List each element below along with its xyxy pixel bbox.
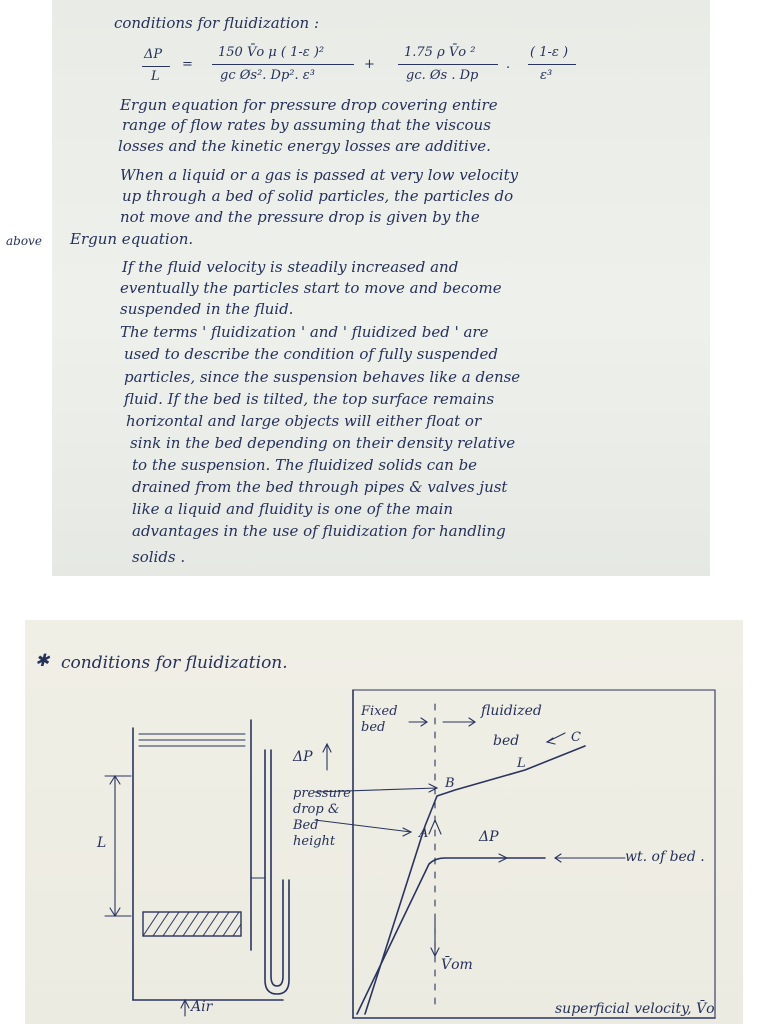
text-line: horizontal and large objects will either float or <box>126 412 482 430</box>
text-line: range of flow rates by assuming that the viscous <box>122 116 491 134</box>
manometer <box>251 750 289 994</box>
weight-of-bed-label: wt. of bed . <box>625 849 705 865</box>
y-axis-label-line: height <box>293 834 336 849</box>
air-label: Air <box>191 999 213 1015</box>
eq-term2-denominator: gc. Øs . Dp <box>406 68 479 83</box>
point-c-label: C <box>571 730 581 745</box>
text-line: The terms ' fluidization ' and ' fluidized bed ' are <box>120 323 489 341</box>
minimum-velocity-label: V̄om <box>441 957 473 973</box>
eq-term2-fraction-bar <box>398 64 498 65</box>
text-line: advantages in the use of fluidization for handling <box>132 522 506 540</box>
text-line: used to describe the condition of fully suspended <box>124 345 499 363</box>
page-heading: conditions for fluidization : <box>114 14 320 32</box>
eq-term1-numerator: 150 V̄o μ ( 1-ε )² <box>218 45 325 60</box>
eq-term1-fraction-bar <box>212 64 354 65</box>
delta-p-axis-arrow <box>323 744 331 770</box>
y-axis-label-line: pressure <box>293 786 351 801</box>
delta-p-axis-label: ΔP <box>293 749 313 765</box>
bed-height-dimension <box>105 776 131 916</box>
point-l-label: L <box>517 756 526 771</box>
eq-dot: . <box>506 57 511 72</box>
pressure-drop-curve <box>357 854 545 1014</box>
eq-lhs-numerator: ΔP <box>144 47 163 62</box>
text-line: fluid. If the bed is tilted, the top surface remains <box>124 390 495 408</box>
text-line: drained from the bed through pipes & valves just <box>132 478 508 496</box>
x-axis-label: superficial velocity, V̄o <box>555 1001 715 1017</box>
eq-lhs-fraction-bar <box>142 66 170 67</box>
text-line: losses and the kinetic energy losses are additive. <box>118 137 491 155</box>
packed-bed <box>143 912 241 936</box>
bed-column <box>133 720 283 1000</box>
notes-page-bottom <box>25 620 743 1024</box>
point-a-label: A <box>419 826 429 841</box>
eq-lhs-denominator: L <box>151 69 160 84</box>
eq-equals: = <box>182 57 193 72</box>
text-line: particles, since the suspension behaves like a dense <box>124 368 521 386</box>
text-line: Ergun equation for pressure drop covering entire <box>120 96 498 114</box>
bed-height-curve <box>365 746 585 1014</box>
text-line: up through a bed of solid particles, the particles do <box>122 187 514 205</box>
eq-term3-numerator: ( 1-ε ) <box>530 45 569 60</box>
text-line: suspended in the fluid. <box>120 300 294 318</box>
text-line: If the fluid velocity is steadily increased and <box>122 258 459 276</box>
page-heading: conditions for fluidization. <box>61 653 288 673</box>
eq-plus: + <box>364 57 375 72</box>
margin-note-above: above <box>6 234 42 248</box>
fluidized-bed-label: bed <box>493 733 520 749</box>
fixed-bed-label: Fixed <box>361 704 398 719</box>
fixed-bed-label: bed <box>361 720 386 735</box>
bed-height-label: L <box>97 835 107 851</box>
text-line: solids . <box>132 548 186 566</box>
eq-term1-denominator: gc Øs². Dp². ε³ <box>220 68 315 83</box>
bullet-mark: ✱ <box>35 651 50 671</box>
point-b-label: B <box>445 776 455 791</box>
text-line: to the suspension. The fluidized solids can be <box>132 456 478 474</box>
eq-term2-numerator: 1.75 ρ V̄o ² <box>404 45 476 60</box>
delta-p-curve-label: ΔP <box>479 829 499 845</box>
y-axis-label-line: Bed <box>293 818 319 833</box>
label-leaders <box>315 733 625 956</box>
text-line: eventually the particles start to move and become <box>120 279 502 297</box>
fluidized-bed-label: fluidized <box>481 703 542 719</box>
text-line: Ergun equation. <box>70 230 194 248</box>
fluidization-diagram <box>25 620 743 1024</box>
text-line: When a liquid or a gas is passed at very low velocity <box>120 166 519 184</box>
eq-term3-fraction-bar <box>528 64 576 65</box>
text-line: not move and the pressure drop is given by the <box>120 208 480 226</box>
eq-term3-denominator: ε³ <box>540 68 553 83</box>
y-axis-label-line: drop & <box>293 802 340 817</box>
text-line: like a liquid and fluidity is one of the main <box>132 500 454 518</box>
air-inlet <box>181 1000 189 1016</box>
text-line: sink in the bed depending on their density relative <box>130 434 516 452</box>
notes-page-top <box>52 0 710 576</box>
